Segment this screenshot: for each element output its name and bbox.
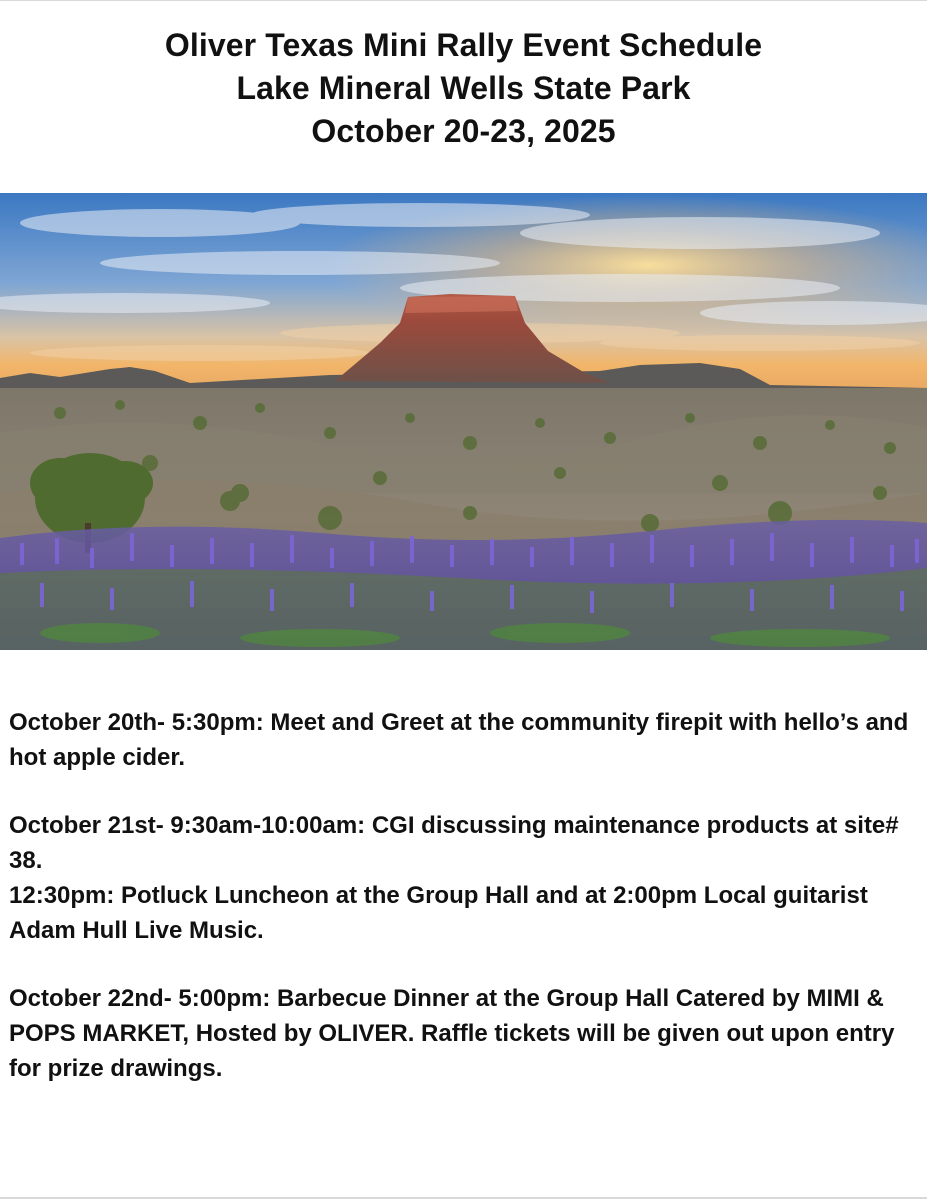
event-schedule xyxy=(9,705,921,1119)
schedule-text: 12:30pm: Potluck Luncheon at the Group Hall and at 2:00pm Local guitarist Adam Hull Live Music. xyxy=(9,882,868,944)
event-dates: October 20-23, 2025 xyxy=(311,113,616,149)
event-location: Lake Mineral Wells State Park xyxy=(236,70,691,106)
schedule-text: October 21st- 9:30am-10:00am: CGI discussing maintenance products at site# 38. xyxy=(9,812,899,874)
bottom-border xyxy=(0,1197,927,1199)
landscape-photo xyxy=(0,193,927,650)
schedule-entry-oct-22 xyxy=(9,981,921,1086)
schedule-entry-oct-21 xyxy=(9,808,921,948)
schedule-text: October 20th- 5:30pm: Meet and Greet at the community firepit with hello’s and hot apple cider. xyxy=(9,709,909,771)
top-border xyxy=(0,0,927,1)
schedule-entry-oct-20 xyxy=(9,705,921,775)
event-title: Oliver Texas Mini Rally Event Schedule xyxy=(164,27,763,63)
landscape-illustration xyxy=(0,193,927,650)
schedule-text: October 22nd- 5:00pm: Barbecue Dinner at the Group Hall Catered by MIMI & POPS MARKET, Hosted by OLIVER. Raffle tickets will be given out upon entry for prize drawings. xyxy=(9,985,895,1082)
page-header xyxy=(0,24,927,153)
